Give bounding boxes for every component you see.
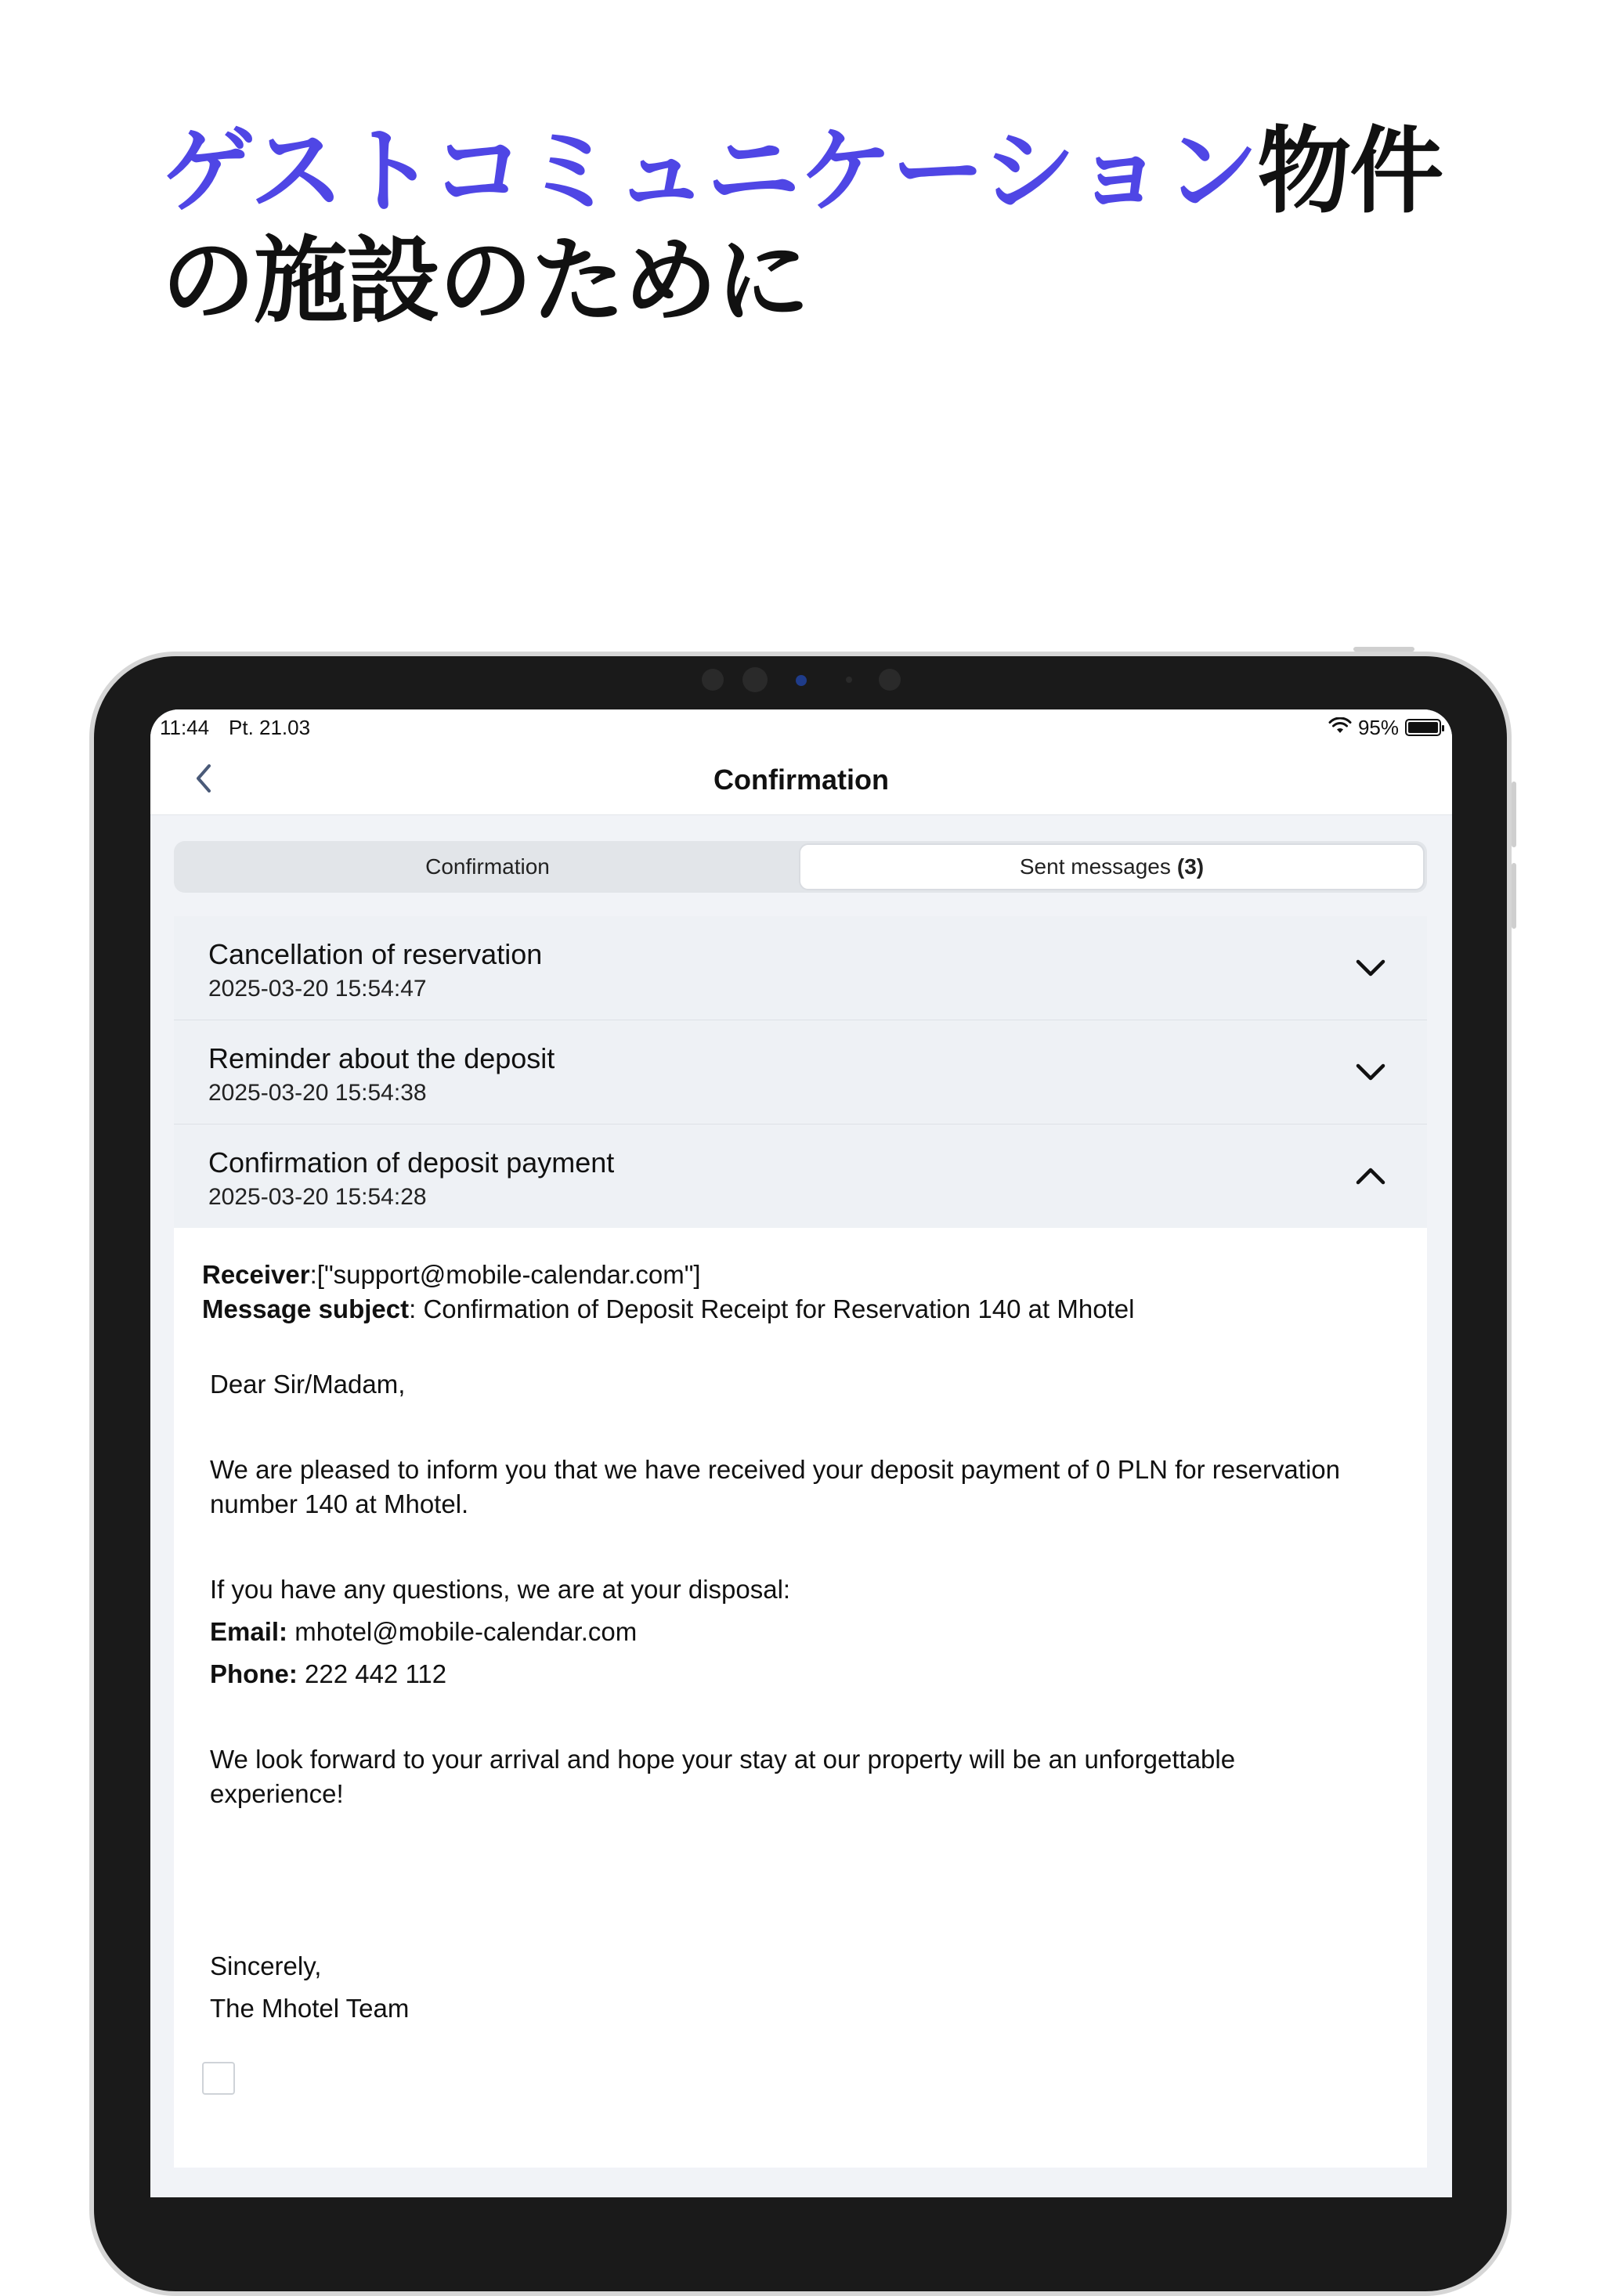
message-row[interactable]	[174, 916, 1427, 1020]
message-detail	[174, 1228, 1427, 2168]
device-top-button	[1353, 647, 1414, 652]
chevron-down-icon[interactable]	[1353, 1055, 1388, 1089]
wifi-icon	[1328, 716, 1352, 740]
message-title: Cancellation of reservation	[208, 938, 543, 970]
phone-value: 222 442 112	[297, 1659, 447, 1688]
headline-rest: 物件の施設のために	[161, 117, 1443, 336]
email-line	[210, 1615, 1399, 1649]
camera-lens	[742, 667, 768, 692]
app-screen	[150, 709, 1452, 2197]
closing: Sincerely,	[210, 1951, 322, 1980]
chevron-up-icon[interactable]	[1353, 1159, 1388, 1193]
receiver-line	[202, 1258, 1399, 1292]
message-title: Confirmation of deposit payment	[208, 1146, 615, 1179]
phone-label: Phone:	[210, 1659, 298, 1688]
body-paragraph-1: We are pleased to inform you that we have received your deposit payment of 0 PLN for reservation number 140 at Mhotel.	[210, 1455, 1340, 1518]
status-time: 11:44	[160, 716, 210, 739]
device-volume-up	[1512, 782, 1516, 847]
body-paragraph-2: We look forward to your arrival and hope your stay at our property will be an unforgettable experience!	[210, 1745, 1236, 1808]
message-date: 2025-03-20 15:54:28	[208, 1184, 427, 1210]
questions-text: If you have any questions, we are at your disposal:	[210, 1575, 791, 1604]
sent-count-badge: (3)	[1176, 854, 1205, 879]
subject-label: Message subject	[202, 1294, 410, 1323]
battery-icon	[1405, 719, 1441, 736]
tab-sent-messages-label: Sent messages	[1019, 854, 1171, 879]
receiver-label: Receiver	[202, 1260, 310, 1289]
messages-list	[174, 916, 1427, 2168]
headline	[161, 117, 1493, 337]
camera-sensor	[796, 675, 807, 686]
segmented-control	[174, 841, 1427, 893]
tab-confirmation[interactable]	[176, 843, 799, 890]
phone-line	[210, 1657, 1399, 1691]
checkbox[interactable]	[202, 2062, 235, 2095]
subject-value: : Confirmation of Deposit Receipt for Reservation 140 at Mhotel	[409, 1294, 1135, 1323]
message-date: 2025-03-20 15:54:38	[208, 1080, 427, 1106]
subject-line	[202, 1292, 1399, 1327]
message-row[interactable]	[174, 1020, 1427, 1125]
battery-percent: 95%	[1357, 715, 1399, 739]
page-title: Confirmation	[713, 764, 889, 796]
message-title: Reminder about the deposit	[208, 1042, 555, 1074]
camera-light	[846, 677, 852, 683]
tab-sent-messages[interactable]	[799, 843, 1425, 890]
tab-confirmation-label: Confirmation	[425, 854, 550, 879]
device-volume-down	[1512, 863, 1516, 929]
email-value: mhotel@mobile-calendar.com	[287, 1617, 638, 1646]
message-date: 2025-03-20 15:54:47	[208, 976, 427, 1002]
nav-bar	[150, 745, 1452, 815]
message-row-expanded[interactable]	[174, 1125, 1427, 1228]
status-bar	[150, 709, 1452, 745]
message-body	[202, 1367, 1399, 2026]
email-label: Email:	[210, 1617, 288, 1646]
signature: The Mhotel Team	[210, 1994, 410, 2023]
chevron-down-icon[interactable]	[1353, 951, 1388, 985]
camera-dot	[702, 669, 724, 691]
headline-accent: ゲストコミュニケーション	[161, 117, 1258, 226]
status-date: Pt. 21.03	[229, 716, 311, 739]
receiver-value: :["support@mobile-calendar.com"]	[309, 1260, 701, 1289]
greeting: Dear Sir/Madam,	[210, 1370, 406, 1399]
camera-flash	[879, 669, 901, 691]
